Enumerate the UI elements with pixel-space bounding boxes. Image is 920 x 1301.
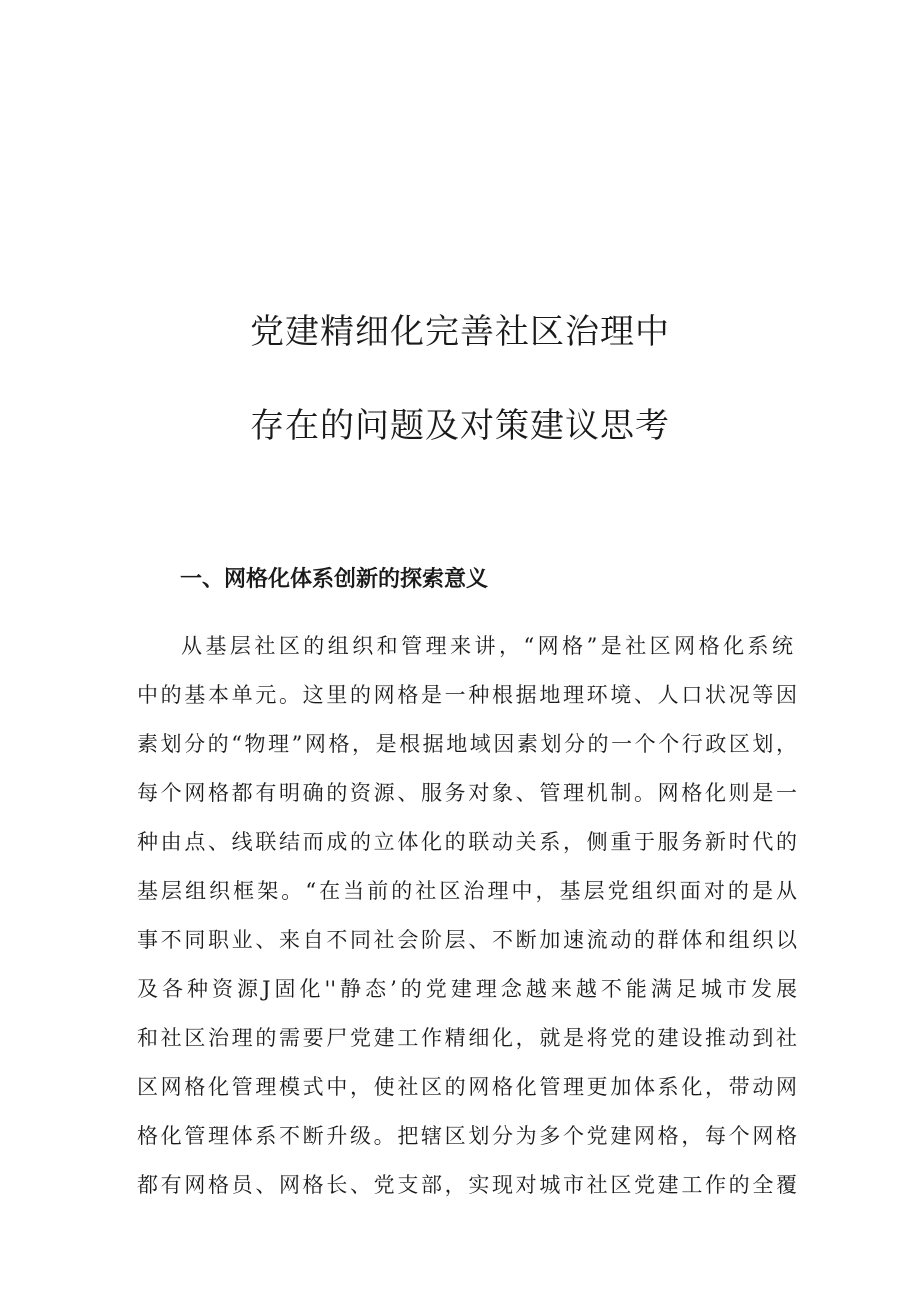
- document-title-line-2: 存在的问题及对策建议思考: [250, 406, 670, 446]
- paragraph-line: 及各种资源J固化''静态’的党建理念越来越不能满足城市发展: [137, 977, 797, 1001]
- paragraph-line: 和社区治理的需要尸党建工作精细化，就是将党的建设推动到社: [137, 1026, 797, 1050]
- section-heading: 一、网格化体系创新的探索意义: [180, 567, 489, 592]
- paragraph-line: 每个网格都有明确的资源、服务对象、管理机制。网格化则是一: [137, 781, 797, 805]
- paragraph-line: 事不同职业、来自不同社会阶层、不断加速流动的群体和组织以: [137, 928, 797, 952]
- paragraph-line: 中的基本单元。这里的网格是一种根据地理环境、人口状况等因: [137, 683, 797, 707]
- document-title-line-1: 党建精细化完善社区治理中: [250, 312, 670, 352]
- paragraph-line: 区网格化管理模式中，使社区的网格化管理更加体系化，带动网: [137, 1075, 797, 1099]
- paragraph-line: 从基层社区的组织和管理来讲，“网格”是社区网格化系统: [181, 634, 793, 658]
- paragraph-line: 都有网格员、网格长、党支部，实现对城市社区党建工作的全覆: [137, 1173, 797, 1197]
- paragraph-line: 基层组织框架。“在当前的社区治理中，基层党组织面对的是从: [137, 879, 797, 903]
- paragraph-line: 种由点、线联结而成的立体化的联动关系，侧重于服务新时代的: [137, 830, 797, 854]
- paragraph-line: 格化管理体系不断升级。把辖区划分为多个党建网格，每个网格: [137, 1124, 797, 1148]
- paragraph-line: 素划分的“物理”网格，是根据地域因素划分的一个个行政区划，: [137, 732, 797, 756]
